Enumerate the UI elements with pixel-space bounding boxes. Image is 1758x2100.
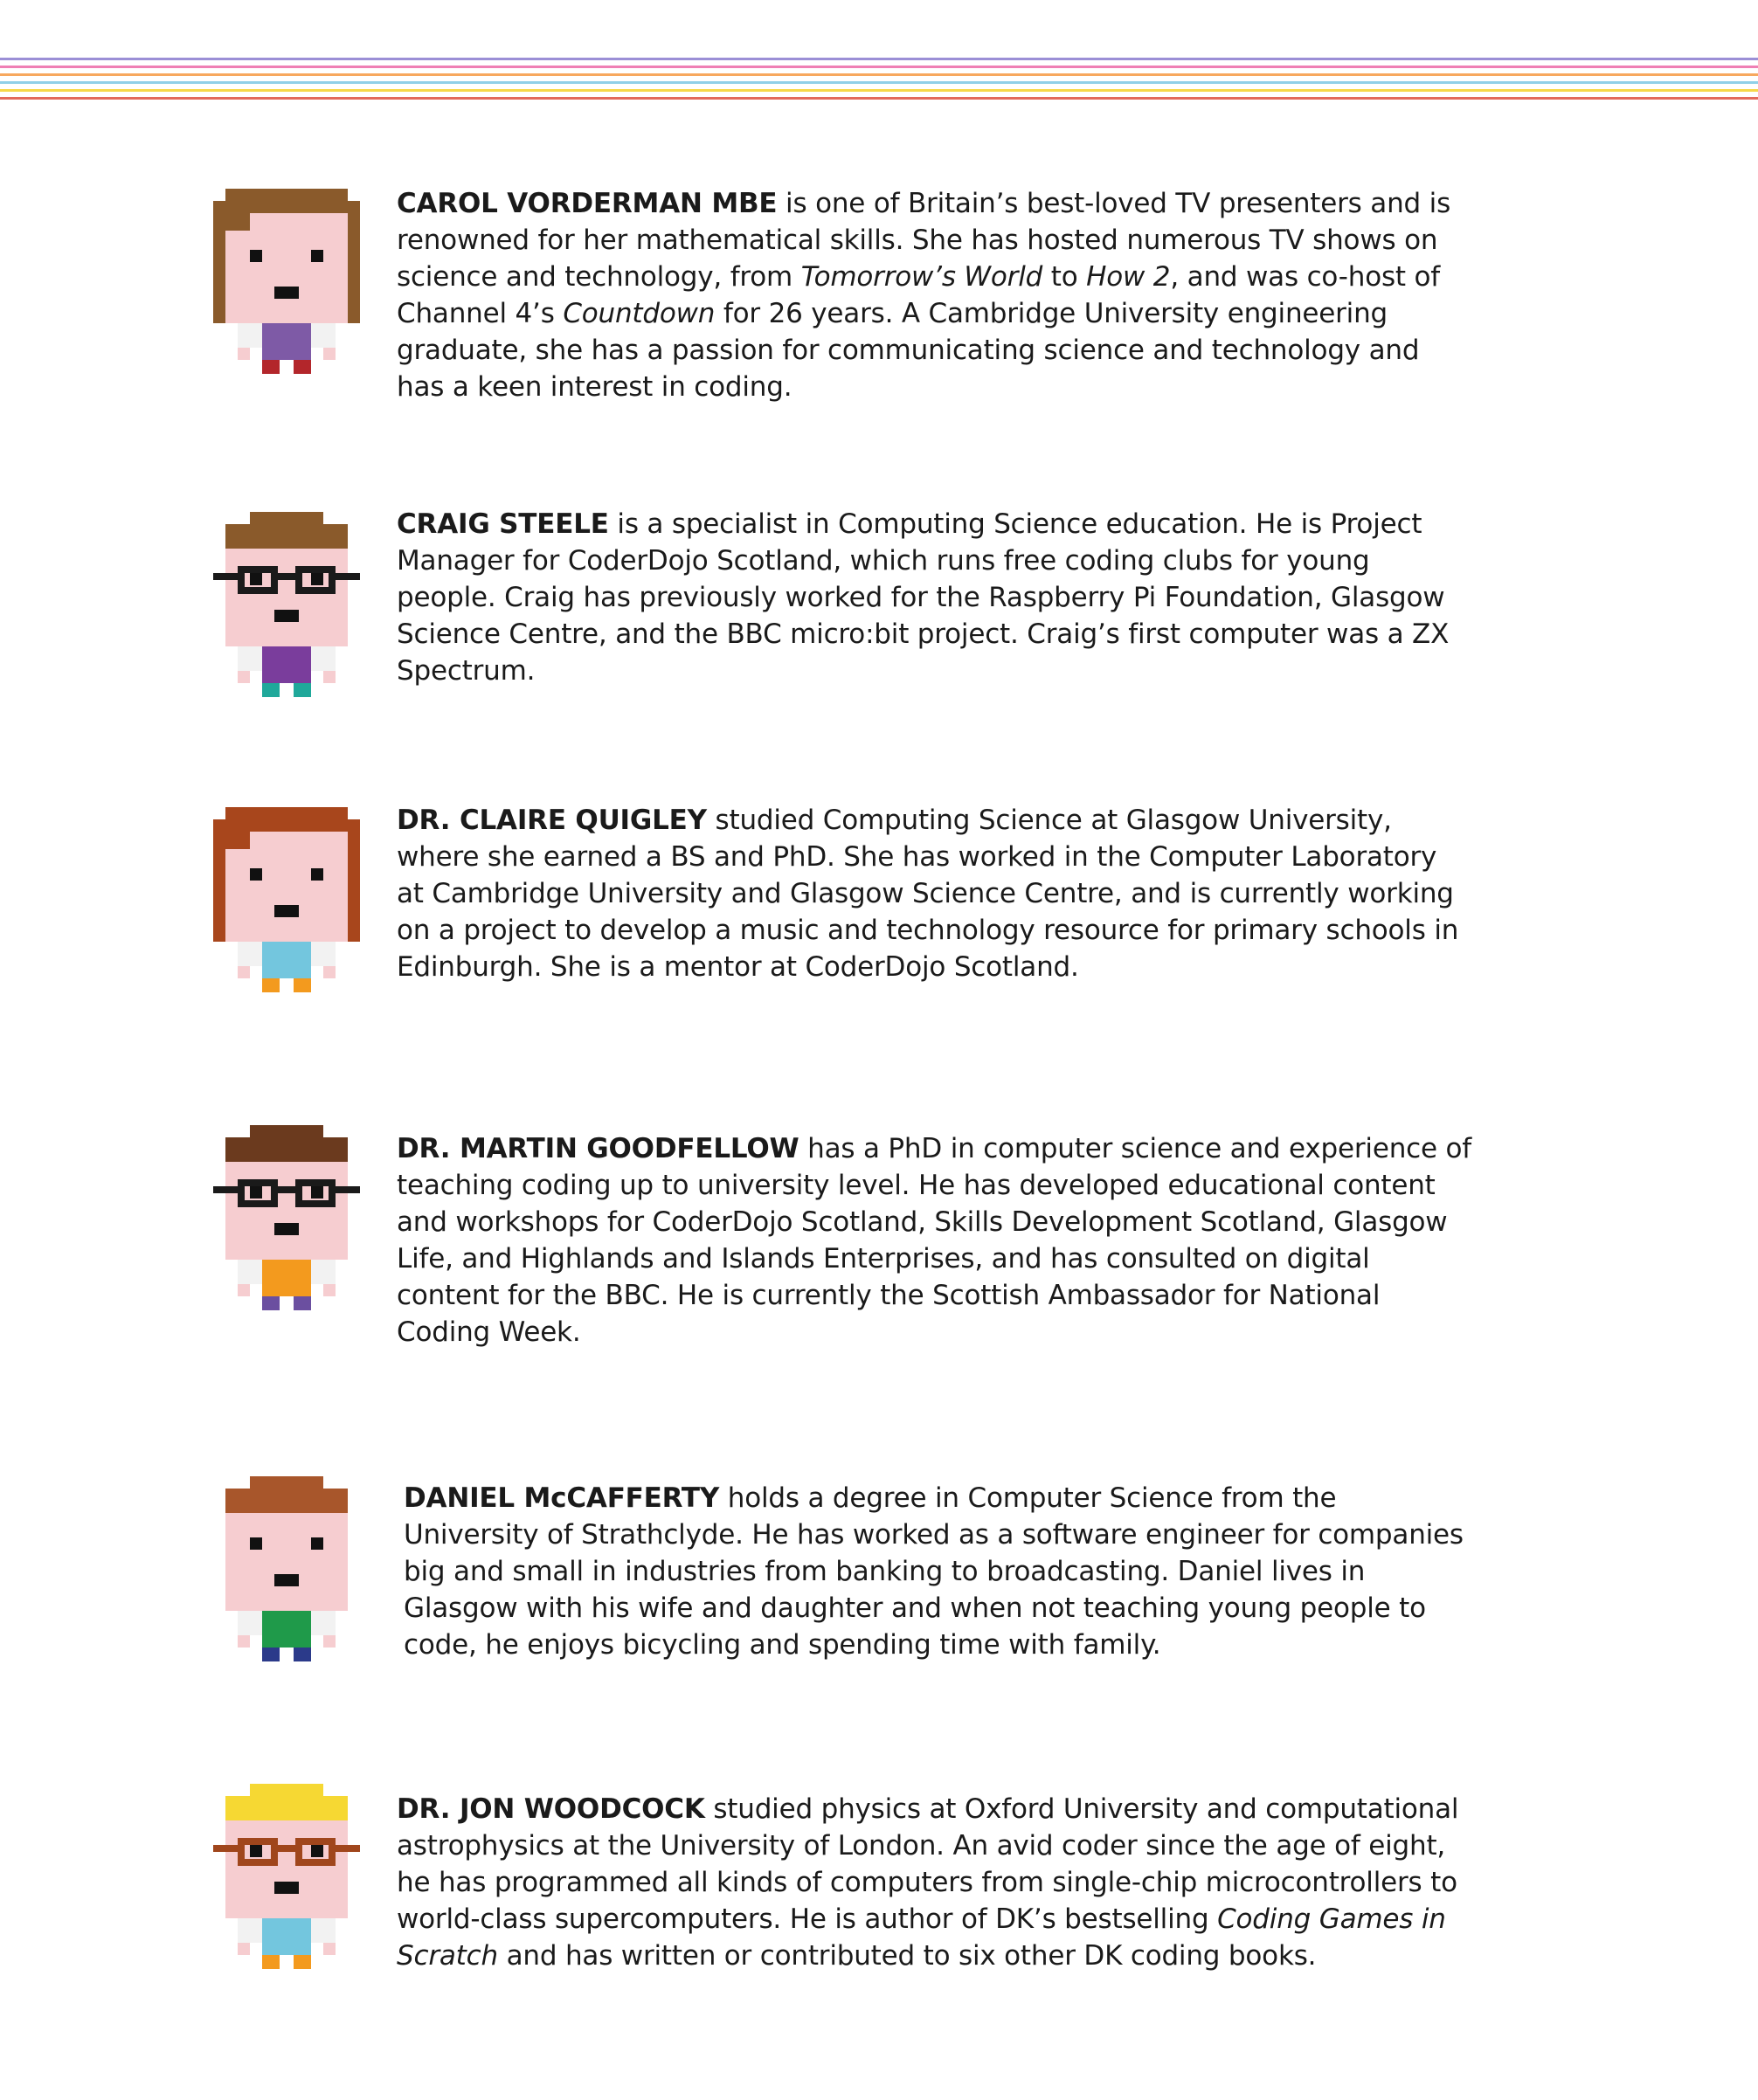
author-bio [397,802,1471,985]
stripe [0,89,1758,92]
face [225,1162,348,1260]
arm [311,942,336,966]
bio-text: , and was co-host of Channel 4’s [397,261,1441,329]
mouth [274,1574,299,1586]
mouth [274,1882,299,1894]
author-bio [397,506,1471,689]
arm [311,1260,336,1284]
shoe [294,683,311,697]
pixel-avatar-icon [213,1784,360,1976]
hair [250,1125,323,1137]
author-name: DR. CLAIRE QUIGLEY [397,805,707,836]
bio-text: has a PhD in computer science and experience of teaching coding up to university level. He has developed educational content and workshops for CoderDojo Scotland, Skills Development Scotland, Glasgow Life, and Highlands and Islands Enterprises, and has consulted on digital content for the BBC. He is currently the Scottish Ambassador for National Coding Week. [397,1133,1471,1348]
shoe [294,1648,311,1661]
stripe [0,81,1758,84]
hair [225,1489,348,1513]
bio-text: studied physics at Oxford University and computational astrophysics at the University of London. An avid coder since the age of eight, he has programmed all kinds of computers from single-chip microcontrollers to world-class supercomputers. He is author of DK’s bestselling [397,1793,1459,1935]
hand [238,348,250,360]
eye [311,250,323,262]
bio-text: studied Computing Science at Glasgow University, where she earned a BS and PhD. She has worked in the Computer Laboratory at Cambridge University and Glasgow Science Centre, and is currently working on a project to develop a music and technology resource for primary schools in Edinburgh. She is a mentor at CoderDojo Scotland. [397,805,1459,983]
mouth [274,905,299,917]
bio-text: to [1042,261,1087,293]
hair [348,832,360,942]
bio-text: is one of Britain’s best-loved TV presenters and is renowned for her mathematical skills. She has hosted numerous TV shows on science and technology, from [397,188,1451,293]
hair [250,512,323,524]
eye [311,1186,323,1199]
bio-text: holds a degree in Computer Science from the University of Strathclyde. He has worked as a software engineer for companies big and small in industries from banking to broadcasting. Daniel lives in Glasgow with his wife and daughter and when not teaching young people to code, he enjoys bicycling and spending time with family. [404,1482,1464,1661]
hair [225,1796,348,1820]
stripe [0,66,1758,68]
mouth [274,287,299,299]
stripe [0,73,1758,76]
shoe [294,1955,311,1969]
stripe [0,97,1758,100]
hair [348,213,360,323]
hair [250,1476,323,1489]
hair [250,1784,323,1796]
shirt [262,942,311,978]
eye [311,573,323,585]
face [250,832,348,849]
decorative-stripes [0,58,1758,105]
pixel-avatar-icon [213,189,360,381]
shirt [262,1611,311,1648]
eye [311,1845,323,1857]
eye [311,1537,323,1550]
pixel-avatar-icon [213,1125,360,1317]
glasses-bridge [213,1186,360,1193]
arm [238,646,262,671]
hand [323,1943,336,1955]
pixel-avatar-icon [213,1476,360,1668]
shirt [262,646,311,683]
mouth [274,610,299,622]
bio-text: and has written or contributed to six other DK coding books. [497,1940,1317,1972]
italic-title: How 2 [1086,261,1171,293]
author-name: CRAIG STEELE [397,508,609,540]
shoe [294,978,311,992]
shirt [262,323,311,360]
shoe [262,1296,280,1310]
eye [250,1186,262,1199]
hair [225,213,250,231]
author-name: DR. MARTIN GOODFELLOW [397,1133,799,1164]
face [225,549,348,646]
author-bio [397,1130,1471,1350]
hair [213,213,225,323]
author-name: CAROL VORDERMAN MBE [397,188,778,219]
arm [238,1611,262,1635]
author-bio [397,1791,1471,1974]
author-name: DR. JON WOODCOCK [397,1793,705,1825]
pixel-avatar-icon [213,807,360,999]
shoe [262,360,280,374]
hand [238,1943,250,1955]
arm [311,1918,336,1943]
shoe [262,1955,280,1969]
eye [250,573,262,585]
pixel-avatar-icon [213,512,360,704]
eye [250,868,262,881]
hair [225,524,348,549]
shoe [294,360,311,374]
italic-title: Countdown [563,298,716,329]
shoe [262,683,280,697]
shirt [262,1260,311,1296]
hair [213,201,360,213]
author-name: DANIEL McCAFFERTY [404,1482,720,1514]
eye [250,1845,262,1857]
hand [323,1635,336,1648]
face [225,1513,348,1611]
shoe [294,1296,311,1310]
shoe [262,1648,280,1661]
hand [323,1284,336,1296]
author-bio [397,185,1471,405]
hand [238,1284,250,1296]
stripe [0,58,1758,60]
arm [311,646,336,671]
arm [238,1260,262,1284]
face [250,213,348,231]
shirt [262,1918,311,1955]
mouth [274,1223,299,1235]
hand [238,966,250,978]
glasses-bridge [213,573,360,580]
italic-title: Coding Games in Scratch [397,1903,1446,1972]
eye [250,250,262,262]
hair [213,819,360,832]
bio-text: is a specialist in Computing Science education. He is Project Manager for CoderDojo Scotland, which runs free coding clubs for young people. Craig has previously worked for the Raspberry Pi Foundation, Glasgow Science Centre, and the BBC micro:bit project. Craig’s first computer was a ZX Spectrum. [397,508,1450,687]
eye [311,868,323,881]
glasses-bridge [213,1845,360,1852]
shoe [262,978,280,992]
arm [311,1611,336,1635]
bio-text: for 26 years. A Cambridge University engineering graduate, she has a passion for communicating science and technology and has a keen interest in coding. [397,298,1420,403]
hair [213,832,225,942]
arm [311,323,336,348]
face [225,1820,348,1918]
hand [238,671,250,683]
hand [238,1635,250,1648]
italic-title: Tomorrow’s World [800,261,1043,293]
arm [238,323,262,348]
hair [225,832,250,849]
hair [225,1137,348,1162]
hand [323,348,336,360]
arm [238,1918,262,1943]
arm [238,942,262,966]
hand [323,671,336,683]
hand [323,966,336,978]
eye [250,1537,262,1550]
author-bio [404,1480,1478,1663]
